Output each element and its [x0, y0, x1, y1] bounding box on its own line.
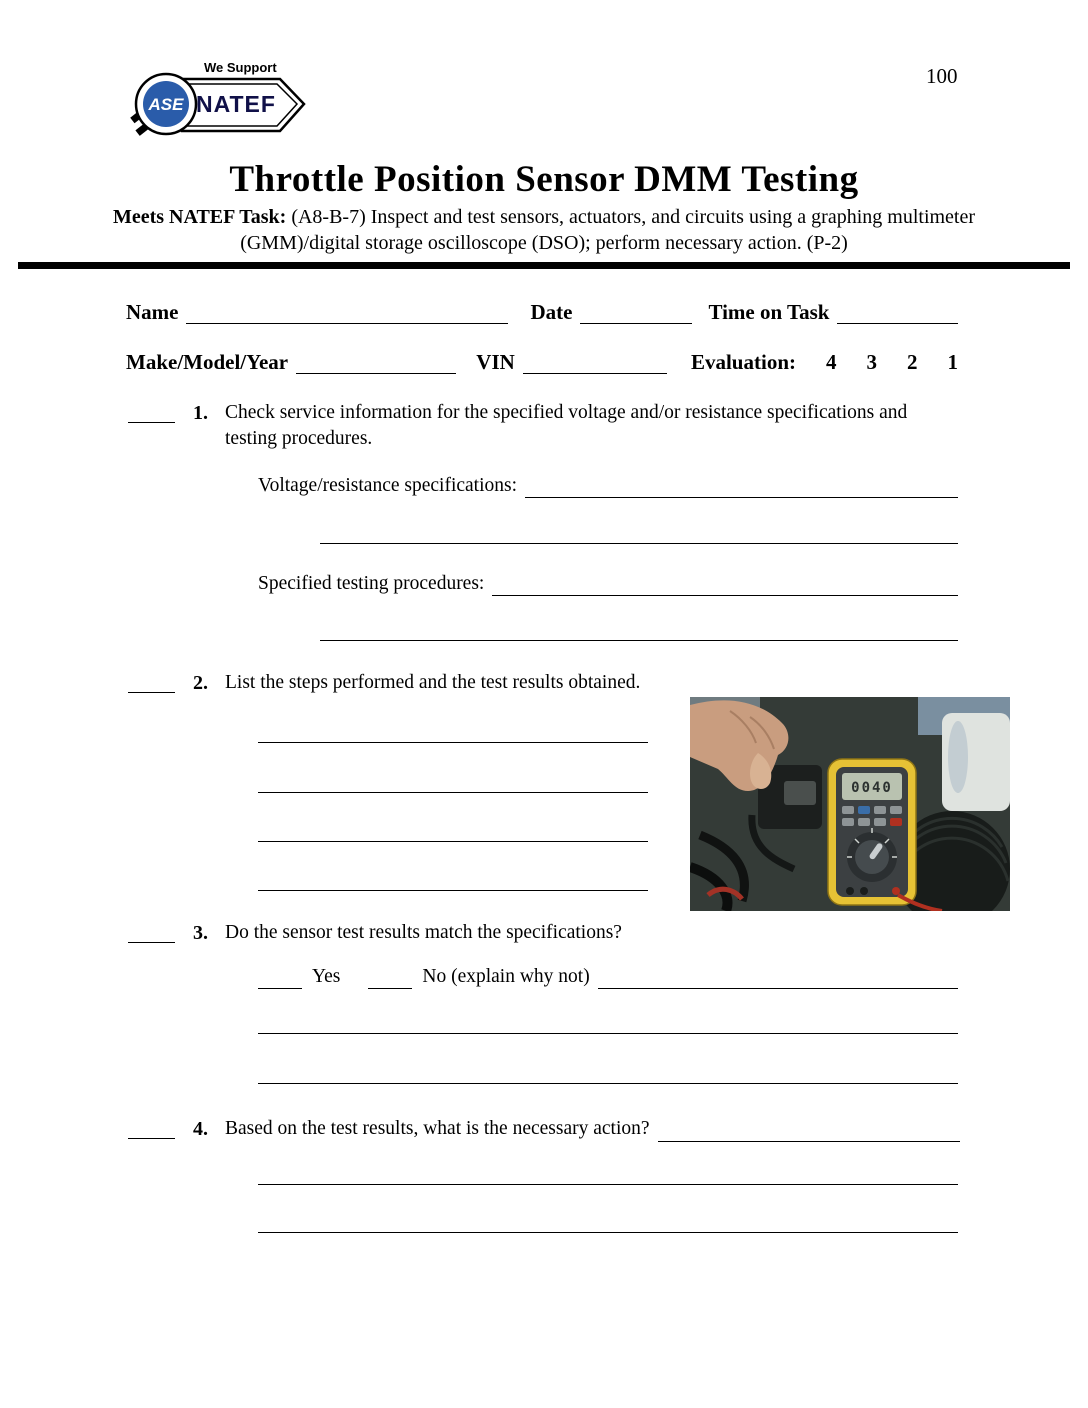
natef-logo-graphic [130, 52, 310, 148]
meter-button [890, 818, 902, 826]
testing-procedures-label: Specified testing procedures: [258, 573, 485, 594]
header-divider [18, 262, 1070, 269]
task-2-number: 2. [193, 672, 208, 694]
evaluation-value-2: 2 [907, 350, 918, 374]
yes-check-blank [258, 965, 302, 989]
task-3-answer-line [258, 1033, 958, 1034]
yes-label: Yes [312, 966, 341, 987]
yes-no-row [258, 965, 958, 989]
multimeter-photo-graphic [690, 697, 1010, 911]
no-label: No (explain why not) [422, 966, 590, 987]
task-3-answer-line [258, 1083, 958, 1084]
voltage-spec-label: Voltage/resistance specifications: [258, 475, 518, 496]
meter-button [858, 806, 870, 814]
task-2-answer-line [258, 742, 648, 743]
task-4-number: 4. [193, 1118, 208, 1140]
natef-task-statement [104, 204, 984, 256]
make-model-year-blank [296, 350, 456, 374]
task-2-check-blank [128, 670, 175, 693]
date-blank [580, 300, 692, 324]
meets-natef-task-text: (A8-B-7) Inspect and test sensors, actuators, and circuits using a graphing multimeter (GMM)/digital storage oscilloscope (DSO); perform necessary action. (P-2) [240, 206, 976, 254]
task-3-text: Do the sensor test results match the specifications? [225, 922, 622, 943]
task-1 [128, 400, 960, 452]
task-3 [128, 920, 960, 946]
task-4-question-row [225, 1116, 960, 1142]
task-2 [128, 670, 960, 696]
task-4-text: Based on the test results, what is the necessary action? [225, 1118, 650, 1139]
vin-blank [523, 350, 667, 374]
task-3-check-blank [128, 920, 175, 943]
page-number: 100 [926, 64, 958, 88]
no-check-blank [368, 965, 412, 989]
name-blank [186, 300, 508, 324]
evaluation-label: Evaluation: [690, 350, 796, 374]
meter-button [874, 818, 886, 826]
natef-logo [130, 52, 310, 153]
natef-label: NATEF [196, 91, 276, 117]
task-4-answer-line [258, 1184, 958, 1185]
time-on-task-blank [837, 300, 958, 324]
probe-jack [860, 887, 868, 895]
meter-display: 0040 [851, 780, 893, 796]
task-2-answer-line [258, 841, 648, 842]
voltage-spec-row [258, 474, 958, 498]
meter-button [874, 806, 886, 814]
testing-procedures-row [258, 572, 958, 596]
meets-natef-task-label: Meets NATEF Task: [112, 206, 287, 228]
task-2-answer-line [258, 890, 648, 891]
multimeter-photo [690, 697, 1010, 911]
info-row-vehicle [126, 350, 958, 374]
tps-connector [784, 781, 816, 805]
evaluation-value-3: 3 [866, 350, 877, 374]
task-2-text: List the steps performed and the test results obtained. [225, 672, 641, 693]
explain-line [598, 965, 958, 989]
vin-label: VIN [476, 350, 515, 374]
task-1-text: Check service information for the specified voltage and/or resistance specifications and testing procedures. [225, 402, 908, 449]
time-on-task-label: Time on Task [708, 300, 830, 324]
we-support-label: We Support [204, 60, 277, 75]
task-1-number: 1. [193, 402, 208, 424]
testing-procedures-continuation-line [320, 640, 958, 641]
task-4 [128, 1116, 960, 1142]
voltage-spec-line [525, 474, 958, 498]
probe-jack [846, 887, 854, 895]
testing-procedures-line [492, 572, 958, 596]
date-label: Date [530, 300, 573, 324]
meter-button [858, 818, 870, 826]
name-label: Name [126, 300, 179, 324]
evaluation-value-4: 4 [826, 350, 837, 374]
meter-button [842, 818, 854, 826]
task-4-answer-line [258, 1232, 958, 1233]
make-model-year-label: Make/Model/Year [126, 350, 289, 374]
evaluation-value-1: 1 [947, 350, 958, 374]
reservoir-shade [948, 721, 968, 793]
task-4-inline-line [658, 1118, 960, 1142]
task-1-check-blank [128, 400, 175, 423]
task-3-number: 3. [193, 922, 208, 944]
voltage-spec-continuation-line [320, 543, 958, 544]
meter-button [842, 806, 854, 814]
meter-button [890, 806, 902, 814]
ase-emblem: ASE [148, 95, 184, 114]
page-title: Throttle Position Sensor DMM Testing [229, 159, 859, 200]
task-4-check-blank [128, 1116, 175, 1139]
task-2-answer-line [258, 792, 648, 793]
info-row-identity [126, 300, 958, 324]
